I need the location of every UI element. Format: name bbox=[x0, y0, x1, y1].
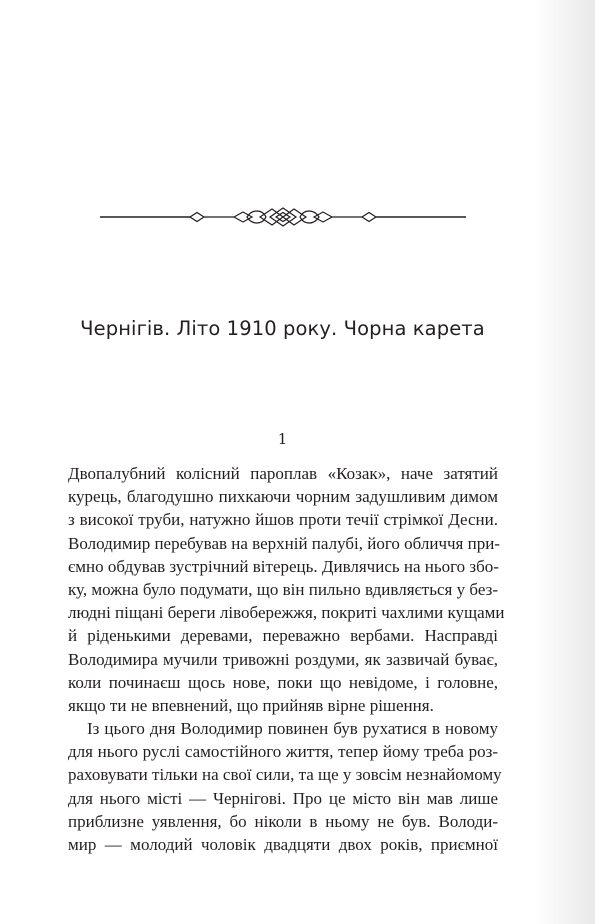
section-number: 1 bbox=[277, 430, 288, 448]
decorative-divider-ornament bbox=[100, 203, 466, 231]
text-line: коли починаєш щось нове, поки що невідоме, і головне, bbox=[68, 672, 498, 692]
text-line: людні піщані береги лівобережжя, покриті чахлими кущами bbox=[68, 603, 505, 623]
text-line: приблизне уявлення, бо ніколи в ньому не був. Володи- bbox=[68, 811, 498, 831]
text-line: Із цього дня Володимир повинен був рухатися в новому bbox=[87, 719, 498, 739]
text-line: Двопалубний колісний пароплав «Козак», наче затятий bbox=[68, 464, 498, 483]
text-line: ку, можна було подумати, що він пильно вдивляється у без- bbox=[68, 579, 498, 599]
text-line: для нього руслі самостійного життя, тепер йому треба роз- bbox=[68, 742, 498, 762]
text-line: мир — молодий чоловік двадцяти двох років, приємної bbox=[68, 835, 498, 854]
text-line: курець, благодушно пихкаючи чорним задушливим димом bbox=[68, 487, 498, 507]
chapter-title: Чернігів. Літо 1910 року. Чорна карета bbox=[80, 317, 485, 340]
text-line: й ріденькими деревами, переважно вербами. Насправді bbox=[68, 626, 498, 646]
text-line: з високої труби, натужно йшов проти течії стрімкої Десни. bbox=[68, 510, 498, 530]
text-line: Володимир перебував на верхній палубі, його обличчя при- bbox=[68, 533, 500, 553]
text-line: якщо ти не впевнений, що прийняв вірне рішення. bbox=[68, 695, 434, 715]
page-edge-shadow bbox=[535, 0, 595, 924]
text-line: Володимира мучили тривожні роздуми, як зазвичай буває, bbox=[68, 649, 498, 669]
text-line: ємно обдував зустрічний вітерець. Дивлячись на нього збо- bbox=[68, 556, 499, 576]
text-line: раховувати тільки на свої сили, та ще у зовсім незнайомому bbox=[68, 765, 502, 785]
text-line: для нього місті — Чернігові. Про це місто він мав лише bbox=[68, 788, 498, 808]
body-text bbox=[68, 462, 505, 856]
